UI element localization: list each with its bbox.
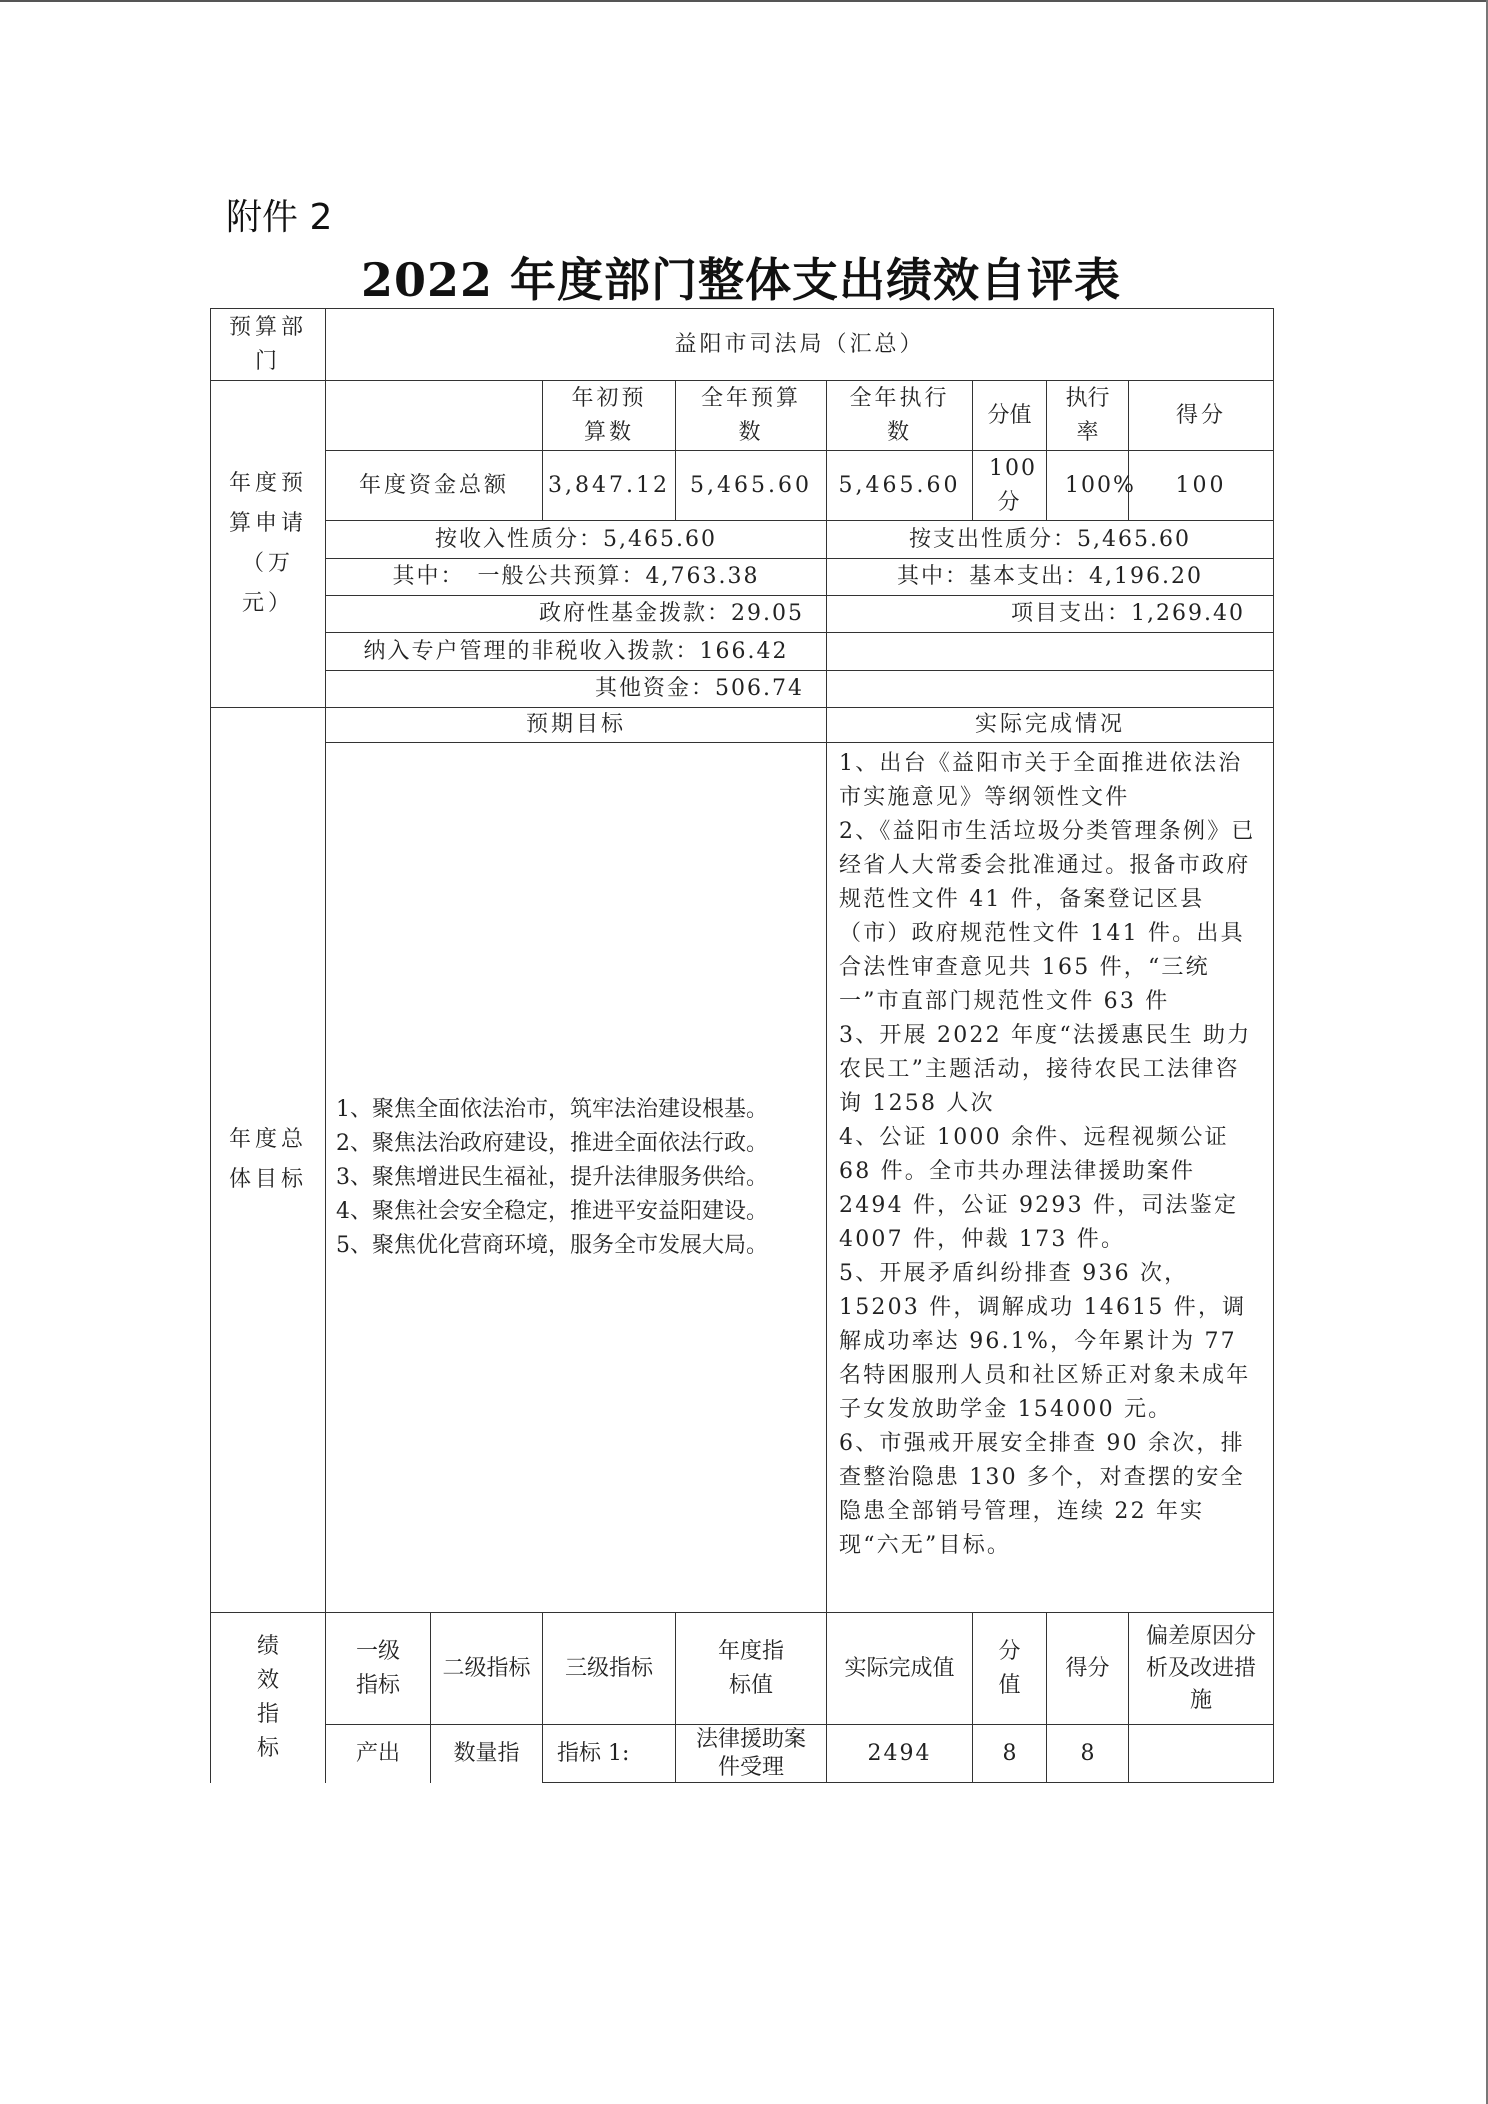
header-level1: 一级指标 — [326, 1613, 431, 1725]
actual-completion-item: 3、开展 2022 年度“法援惠民生 助力农民工”主题活动，接待农民工法律咨询 1258 人次 — [839, 1023, 1252, 1116]
header-executed: 全年执行数 — [827, 381, 973, 451]
annual-budget-section-label: 年度预算申请（万元） — [211, 381, 326, 708]
budget-header-blank — [326, 381, 543, 451]
by-nature-row — [211, 521, 1274, 559]
perf-score: 8 — [1047, 1725, 1129, 1783]
performance-evaluation-table — [210, 308, 1274, 1783]
by-income-nature: 按收入性质分：5,465.60 — [326, 521, 827, 559]
expected-goal-item: 1、聚焦全面依法治市，筑牢法治建设根基。 — [336, 1096, 768, 1122]
total-score-value: 100分 — [973, 451, 1047, 521]
perf-actual: 2494 — [827, 1725, 973, 1783]
header-deviation: 偏差原因分析及改进措施 — [1129, 1613, 1274, 1725]
budget-dept-row — [211, 309, 1274, 381]
budget-total-row — [211, 451, 1274, 521]
non-tax-income-allocation: 纳入专户管理的非税收入拨款：166.42 — [326, 633, 827, 671]
header-perf-score-value: 分值 — [973, 1613, 1047, 1725]
total-exec-rate: 100% — [1047, 451, 1129, 521]
header-score-value: 分值 — [973, 381, 1047, 451]
general-public-budget: 其中： 一般公共预算：4,763.38 — [326, 559, 827, 596]
budget-dept-label: 预算部门 — [211, 309, 326, 381]
header-level3: 三级指标 — [543, 1613, 676, 1725]
budget-dept-value: 益阳市司法局（汇总） — [326, 309, 1274, 381]
gov-fund-allocation: 政府性基金拨款：29.05 — [326, 596, 827, 633]
basic-expense: 其中：基本支出：4,196.20 — [827, 559, 1274, 596]
actual-completion-item: 4、公证 1000 余件、远程视频公证 68 件。全市共办理法律援助案件 2494 件，公证 9293 件，司法鉴定 4007 件，仲裁 173 件。 — [839, 1125, 1239, 1252]
perf-level3: 指标 1: — [543, 1725, 676, 1783]
header-actual: 实际完成值 — [827, 1613, 973, 1725]
actual-completion-list — [827, 743, 1274, 1613]
page-top-border — [0, 0, 1488, 2]
header-exec-rate: 执行率 — [1047, 381, 1129, 451]
actual-completion-item: 6、市强戒开展安全排查 90 余次，排查整治隐患 130 多个，对查摆的安全隐患全部销号管理，连续 22 年实现“六无”目标。 — [839, 1431, 1245, 1558]
header-perf-score: 得分 — [1047, 1613, 1129, 1725]
goals-header-row — [211, 708, 1274, 743]
header-score: 得分 — [1129, 381, 1274, 451]
breakdown-row-3 — [211, 633, 1274, 671]
project-expense: 项目支出：1,269.40 — [827, 596, 1274, 633]
actual-completion-item: 5、开展矛盾纠纷排查 936 次，15203 件，调解成功 14615 件，调解成功率达 96.1%，今年累计为 77 名特困服刑人员和社区矫正对象未成年子女发放助学金 154000 元。 — [839, 1261, 1251, 1422]
expected-goal-item: 5、聚焦优化营商环境，服务全市发展大局。 — [336, 1232, 768, 1258]
total-score: 100 — [1129, 451, 1274, 521]
header-target: 年度指标值 — [676, 1613, 827, 1725]
breakdown-row-1 — [211, 559, 1274, 596]
breakdown-row-4 — [211, 671, 1274, 708]
expected-goal-item: 4、聚焦社会安全稳定，推进平安益阳建设。 — [336, 1198, 768, 1224]
actual-completion-item: 2、《益阳市生活垃圾分类管理条例》已经省人大常委会批准通过。报备市政府规范性文件 41 件，备案登记区县（市）政府规范性文件 141 件。出具合法性审查意见共 165 件，“三统一”市直部门规范性文件 63 件 — [839, 819, 1256, 1014]
header-full-year-budget: 全年预算数 — [676, 381, 827, 451]
attachment-label: 附件 2 — [226, 197, 333, 238]
empty-cell — [827, 671, 1274, 708]
performance-row — [211, 1725, 1274, 1783]
actual-completion-header: 实际完成情况 — [827, 708, 1274, 743]
total-executed-value: 5,465.60 — [827, 451, 973, 521]
performance-header-row — [211, 1613, 1274, 1725]
expected-goal-item: 2、聚焦法治政府建设，推进全面依法行政。 — [336, 1130, 768, 1156]
header-initial-budget: 年初预算数 — [543, 381, 676, 451]
expected-goals-list — [326, 743, 827, 1613]
goals-content-row — [211, 743, 1274, 1613]
total-initial-value: 3,847.12 — [543, 451, 676, 521]
total-funds-label: 年度资金总额 — [326, 451, 543, 521]
perf-deviation — [1129, 1725, 1274, 1783]
other-funds: 其他资金：506.74 — [326, 671, 827, 708]
total-full-year-value: 5,465.60 — [676, 451, 827, 521]
perf-level2: 数量指 — [431, 1725, 543, 1783]
actual-completion-item: 1、出台《益阳市关于全面推进依法治市实施意见》等纲领性文件 — [839, 751, 1243, 810]
page-title: 2022 年度部门整体支出绩效自评表 — [360, 253, 1122, 307]
perf-score-value: 8 — [973, 1725, 1047, 1783]
by-expense-nature: 按支出性质分：5,465.60 — [827, 521, 1274, 559]
annual-goals-section-label: 年度总体目标 — [211, 708, 326, 1613]
perf-target: 法律援助案件受理 — [676, 1725, 827, 1783]
perf-level1: 产出 — [326, 1725, 431, 1783]
expected-goals-header: 预期目标 — [326, 708, 827, 743]
performance-section-label: 绩效指标 — [211, 1613, 326, 1783]
empty-cell — [827, 633, 1274, 671]
budget-header-row — [211, 381, 1274, 451]
breakdown-row-2 — [211, 596, 1274, 633]
header-level2: 二级指标 — [431, 1613, 543, 1725]
expected-goal-item: 3、聚焦增进民生福祉，提升法律服务供给。 — [336, 1164, 768, 1190]
